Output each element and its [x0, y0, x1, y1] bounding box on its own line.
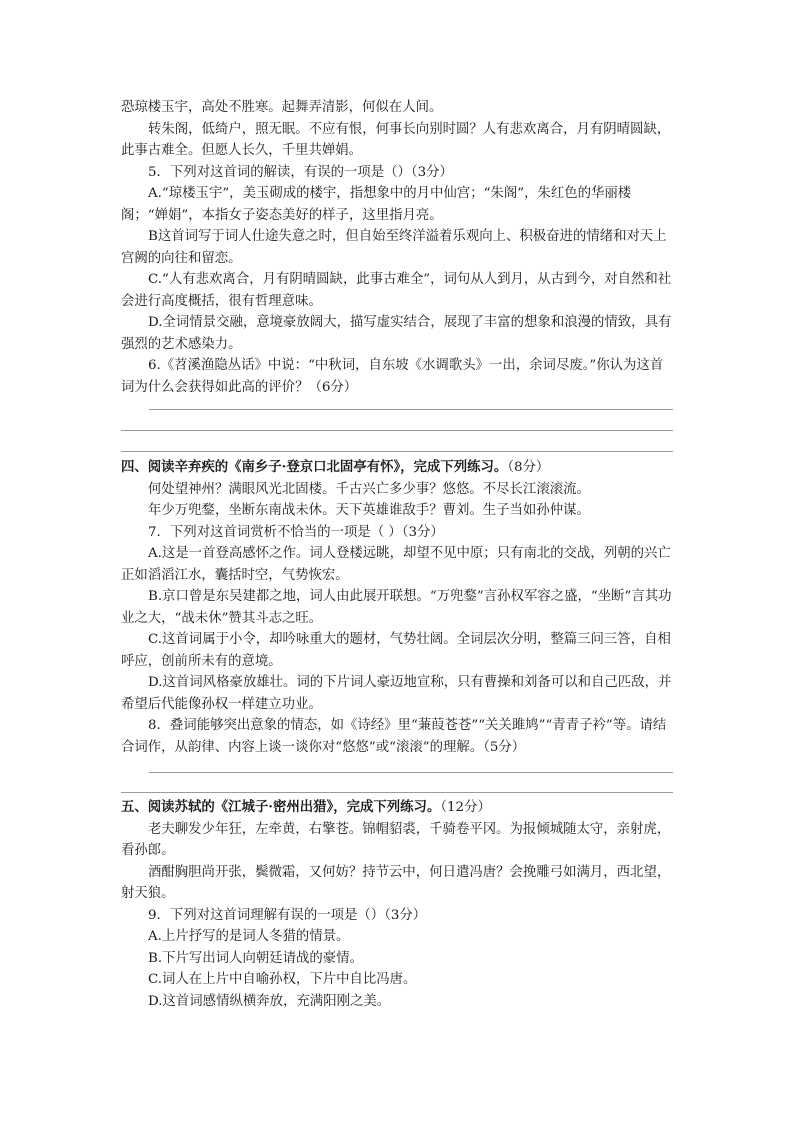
poem-line: 酒酣胸胆尚开张，鬓微霜，又何妨？持节云中，何日遣冯唐？会挽雕弓如满月，西北望，射天狼。	[121, 864, 671, 901]
section-5-title: 五、阅读苏轼的《江城子·密州出猎》，完成下列练习。	[121, 799, 441, 815]
poem-line: 年少万兜鍪，坐断东南战未休。天下英雄谁敌手？曹刘。生子当如孙仲谋。	[148, 503, 590, 518]
poem-stanza: 转朱阁，低绮户，照无眠。不应有恨，何事长向别时圆？人有悲欢离合，月有阴晴圆缺，此事古难全。但愿人长久，千里共婵娟。	[121, 121, 671, 158]
question-8-stem: 8．叠词能够突出意象的情态，如《诗经》里“蒹葭苍苍”“关关雎鸠”“青青子衿”等。请结合词作，从韵律、内容上谈一谈你对“悠悠”或“滚滚”的理解。（5分）	[121, 718, 667, 755]
question-7-option-c: C.这首词属于小令，却吟咏重大的题材，气势壮阔。全词层次分明，整篇三问三答，自相呼应，创前所未有的意境。	[121, 632, 671, 669]
question-9-stem: 9．下列对这首词理解有误的一项是（）（3分）	[148, 907, 427, 923]
section-4-title: 四、阅读辛弃疾的《南乡子·登京口北固亭有怀》，完成下列练习。	[121, 459, 508, 475]
section-4-points: （8分）	[507, 460, 550, 475]
question-9-option-d: D.这首词感情纵横奔放，充满阳刚之美。	[148, 993, 391, 1009]
question-9-option-a: A.上片抒写的是词人冬猎的情景。	[148, 929, 350, 944]
question-9-option-b: B.下片写出词人向朝廷请战的豪情。	[148, 950, 363, 966]
poem-line: 老夫聊发少年狂，左牵黄，右擎苍。锦帽貂裘，千骑卷平冈。为报倾城随太守，亲射虎，看孙郎。	[121, 821, 671, 858]
question-5-option-a: A.“琼楼玉宇”，美玉砌成的楼宇，指想象中的月中仙宫；“朱阁”，朱红色的华丽楼阁；“婵娟”，本指女子姿态美好的样子，这里指月亮。	[121, 186, 632, 223]
section-5-heading	[121, 797, 673, 819]
question-7-stem: 7．下列对这首词赏析不恰当的一项是（ ）（3分）	[148, 524, 444, 540]
question-5-stem: 5．下列对这首词的解读，有误的一项是（）（3分）	[148, 164, 453, 180]
exam-page	[121, 97, 673, 1012]
question-9-option-c: C.词人在上片中自喻孙权，下片中自比冯唐。	[148, 972, 417, 987]
question-5-option-c: C.“人有悲欢离合，月有阴晴圆缺，此事古难全”，词句从人到月，从古到今，对自然和社会进行高度概括，很有哲理意味。	[121, 272, 672, 309]
section-4-heading	[121, 457, 673, 479]
question-7-option-b: B.京口曾是东吴建都之地，词人由此展开联想。“万兜鍪”言孙权军容之盛，“坐断”言其功业之大，“战未休”赞其斗志之旺。	[121, 589, 672, 626]
question-5-option-d: D.全词情景交融，意境豪放阔大，描写虚实结合，展现了丰富的想象和浪漫的情致，具有强烈的艺术感染力。	[121, 315, 672, 352]
question-7-option-d: D.这首词风格豪放雄壮。词的下片词人豪迈地宣称，只有曹操和刘备可以和自己匹敌，并希望后代能像孙权一样建立功业。	[121, 675, 672, 712]
question-5-option-b: B这首词写于词人仕途失意之时，但自始至终洋溢着乐观向上、积极奋进的情绪和对天上宫阙的向往和留恋。	[121, 229, 667, 266]
section-5-points: （12分）	[440, 800, 491, 815]
poem-line: 何处望神州？满眼风光北固楼。千古兴亡多少事？悠悠。不尽长江滚滚流。	[148, 481, 590, 497]
question-7-option-a: A.这是一首登高感怀之作。词人登楼远眺，却望不见中原；只有南北的交战，列朝的兴亡正如滔滔江水，囊括时空，气势恢宏。	[121, 546, 671, 583]
poem-line: 恐琼楼玉宇，高处不胜寒。起舞弄清影，何似在人间。	[121, 100, 443, 115]
question-6-stem: 6.《苕溪渔隐丛话》中说：“中秋词，自东坡《水调歌头》一出，余词尽废。”你认为这首词为什么会获得如此高的评价？（6分）	[121, 358, 664, 395]
